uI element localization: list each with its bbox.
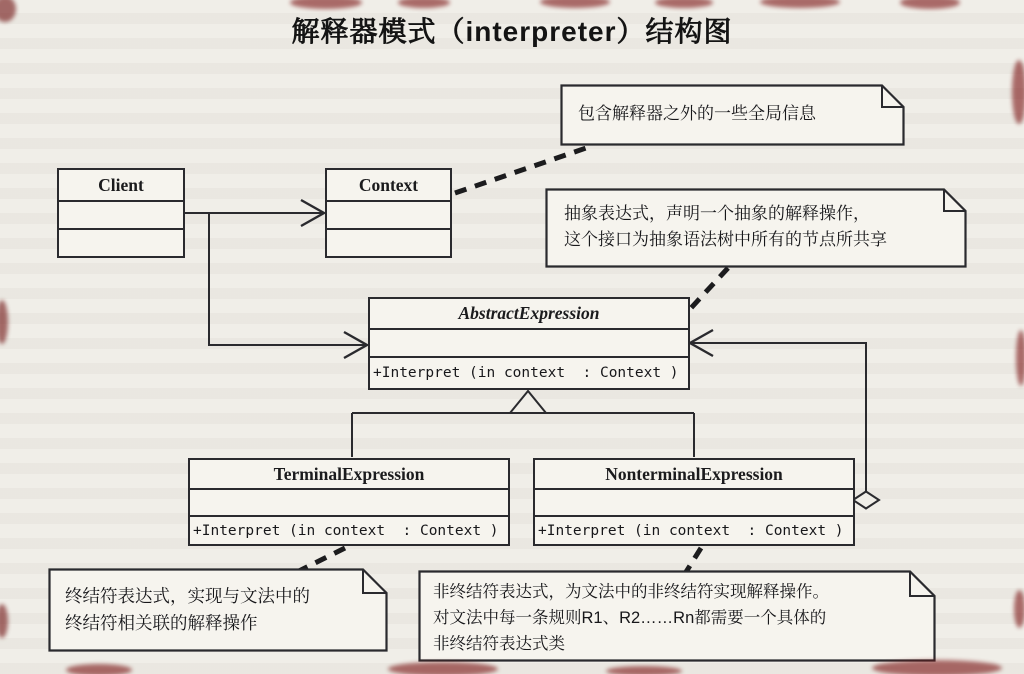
class-nonterminal-expression-name: NonterminalExpression bbox=[535, 460, 853, 490]
class-terminal-expression-operations: +Interpret (in context : Context ) bbox=[193, 522, 499, 539]
open-arrowhead-icon bbox=[301, 200, 324, 226]
class-nonterminal-expression bbox=[533, 458, 855, 546]
generalization-links bbox=[352, 391, 694, 457]
note-terminal-line: 终结符表达式，实现与文法中的 bbox=[65, 586, 310, 606]
generalization-triangle-icon bbox=[510, 391, 546, 413]
scan-artifact bbox=[1014, 590, 1024, 628]
scan-artifact bbox=[0, 300, 8, 344]
open-arrowhead-icon bbox=[690, 330, 713, 356]
note-connector-nonterminal bbox=[686, 548, 701, 572]
class-abstract-expression-attributes bbox=[370, 330, 688, 358]
note-abstract-line: 这个接口为抽象语法树中所有的节点所共享 bbox=[564, 230, 887, 249]
scan-artifact bbox=[388, 662, 498, 674]
note-context bbox=[560, 84, 905, 146]
class-terminal-expression-name: TerminalExpression bbox=[190, 460, 508, 490]
class-terminal-expression-attributes bbox=[190, 490, 508, 517]
class-client-operations bbox=[59, 230, 183, 256]
page-title: 解释器模式（interpreter）结构图 bbox=[291, 16, 733, 47]
note-nonterminal bbox=[418, 570, 936, 662]
scan-artifact bbox=[1012, 60, 1024, 124]
scan-artifact bbox=[606, 666, 682, 674]
note-context-line: 包含解释器之外的一些全局信息 bbox=[578, 104, 816, 123]
note-nonterminal-line: 对文法中每一条规则R1、R2……Rn都需要一个具体的 bbox=[433, 609, 827, 627]
scan-artifact bbox=[760, 0, 840, 8]
aggregation-diamond-icon bbox=[853, 492, 879, 509]
note-abstract bbox=[545, 188, 967, 268]
scan-artifact bbox=[0, 604, 8, 638]
note-nonterminal-line: 非终结符表达式类 bbox=[433, 635, 565, 653]
scan-artifact bbox=[398, 0, 450, 8]
note-nonterminal-line: 非终结符表达式，为文法中的非终结符实现解释操作。 bbox=[433, 583, 829, 601]
class-context bbox=[325, 168, 452, 258]
scan-artifact bbox=[290, 0, 362, 9]
class-nonterminal-expression-operations: +Interpret (in context : Context ) bbox=[538, 522, 844, 539]
class-client-attributes bbox=[59, 202, 183, 230]
class-context-operations bbox=[327, 230, 450, 256]
note-connector-context bbox=[455, 147, 589, 193]
class-client bbox=[57, 168, 185, 258]
open-arrowhead-icon bbox=[344, 332, 367, 358]
class-terminal-expression bbox=[188, 458, 510, 546]
class-abstract-expression bbox=[368, 297, 690, 390]
note-terminal-line: 终结符相关联的解释操作 bbox=[65, 613, 258, 633]
class-context-attributes bbox=[327, 202, 450, 230]
association-client-context bbox=[185, 200, 324, 226]
scan-artifact bbox=[872, 660, 1002, 674]
class-abstract-expression-name: AbstractExpression bbox=[370, 299, 688, 330]
scan-artifact bbox=[540, 0, 610, 8]
class-abstract-expression-operations: +Interpret (in context : Context ) bbox=[373, 365, 679, 381]
scan-artifact bbox=[66, 664, 132, 674]
note-terminal bbox=[48, 568, 388, 652]
scan-artifact bbox=[655, 0, 713, 8]
note-connector-abstract bbox=[691, 268, 728, 308]
class-nonterminal-expression-attributes bbox=[535, 490, 853, 517]
class-context-name: Context bbox=[327, 170, 450, 202]
scan-artifact bbox=[1016, 330, 1024, 386]
scan-artifact bbox=[900, 0, 960, 9]
class-client-name: Client bbox=[59, 170, 183, 202]
note-abstract-line: 抽象表达式，声明一个抽象的解释操作， bbox=[564, 204, 870, 223]
